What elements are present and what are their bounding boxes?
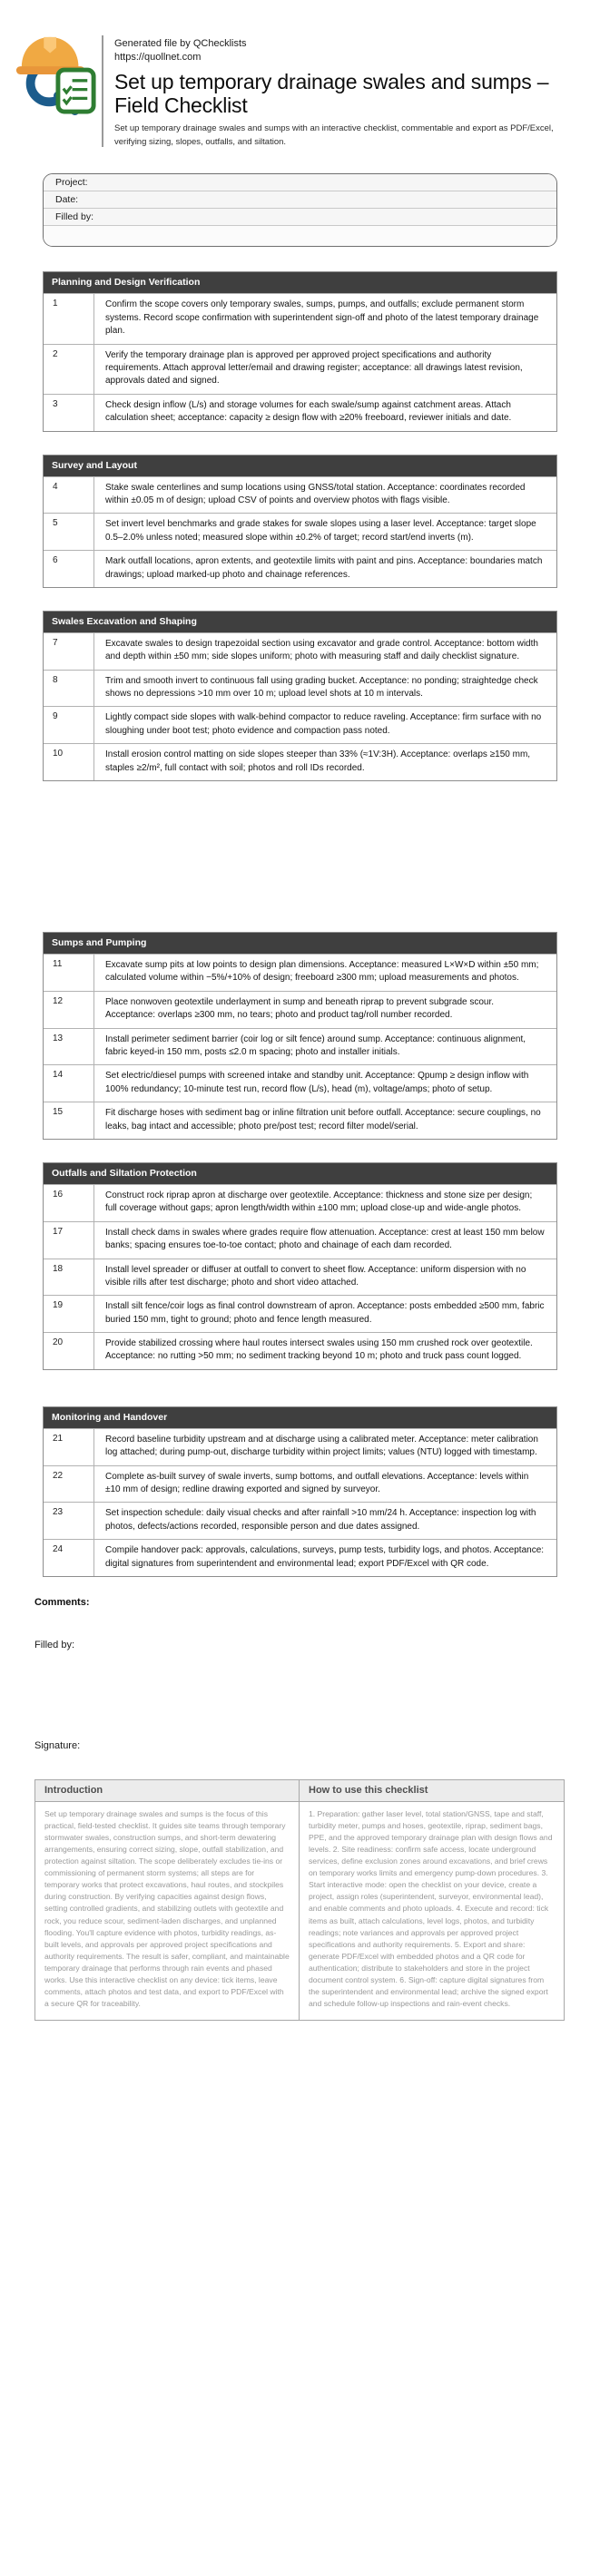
item-number: 19: [44, 1296, 94, 1332]
item-text: Excavate sump pits at low points to design plan dimensions. Acceptance: measured L×W×D within ±50 mm; calculated volume within −5%/+10% of design; freeboard ≥300 mm; upload measurements and photos.: [105, 960, 539, 984]
table-row: [44, 394, 556, 431]
item-number: 9: [44, 707, 94, 743]
meta-row-filled-by: [44, 209, 556, 226]
item-text: Excavate swales to design trapezoidal section using excavator and grade control. Acceptance: bottom width and depth within ±50 mm; side slopes uniform; photo with measuring staff and daily checklist signature.: [105, 638, 538, 662]
item-text: Lightly compact side slopes with walk-behind compactor to reduce raveling. Acceptance: firm surface with no sloughing under boot test; photo evidence and compaction pass noted.: [105, 712, 542, 736]
table-row: [44, 991, 556, 1028]
table-row: [44, 632, 556, 670]
table-row: [44, 1428, 556, 1465]
item-number: 17: [44, 1222, 94, 1259]
generated-by-line: Generated file by QChecklists: [114, 38, 247, 49]
filled-by-signoff-label: Filled by:: [34, 1639, 75, 1650]
item-text: Verify the temporary drainage plan is approved per approved project specifications and authority requirements. Attach approval letter/email and drawing register; acceptance: all drawings latest revision, approvals dated and signed.: [105, 349, 523, 387]
item-number: 5: [44, 514, 94, 550]
table-row: [44, 1539, 556, 1576]
item-number: 8: [44, 671, 94, 707]
item-number: 18: [44, 1259, 94, 1296]
checklist-section: [43, 932, 557, 1140]
clipboard-icon: [58, 70, 93, 112]
item-text: Confirm the scope covers only temporary swales, sumps, pumps, and outfalls; exclude permanent storm systems. Record scope confirmation with superintendent sign-off and photo of the latest temporary drainage plan.: [105, 299, 539, 337]
item-text: Set invert level benchmarks and grade stakes for swale slopes using a laser level. Acceptance: target slope 0.5–2.0% unless noted; measured slope within ±0.2% of target; record start/end inverts (m).: [105, 519, 536, 543]
item-text: Complete as-built survey of swale inverts, sump bottoms, and outfall elevations. Acceptance: levels within ±10 mm of design; redline drawing exported and signed by surveyor.: [105, 1471, 529, 1495]
site-url: https://quollnet.com: [114, 51, 202, 63]
sections: [43, 271, 557, 1577]
meta-box: [43, 173, 557, 247]
item-text: Fit discharge hoses with sediment bag or inline filtration unit before outfall. Acceptance: secure couplings, no leaks, bag intact and accessible; photo pre/post test; record filter model/serial.: [105, 1108, 541, 1131]
item-text: Trim and smooth invert to continuous fall using grading bucket. Acceptance: no ponding; straightedge check shows no depressions >10 mm over 10 m; upload level shots at 10 m intervals.: [105, 675, 538, 700]
table-row: [44, 670, 556, 707]
footer-howto-text: 1. Preparation: gather laser level, total station/GNSS, tape and staff, turbidity meter, pumps and hoses, geotextile, riprap, sediment bags, PPE, and the approved temporary drainage plan with design flows and levels. 2. Site readiness: confirm safe access, locate underground services, define exclusion zones around excavations, and brief crews on temporary works limits and emergency pump-down procedures. 3. Start interactive mode: open the checklist on your device, create a project, assign roles (superintendent, surveyor, environmental lead), and enable comments and photo uploads. 4. Execute and record: tick items as built, attach calculations, level logs, photos, and turbidity readings; note variances and approvals per approved project specifications and authority requirements. 5. Export and share: generate PDF/Excel with embedded photos and a QR code for authentication; distribute to stakeholders and store in the project document control system. 6. Sign-off: capture digital signatures from the superintendent and environmental lead; archive the signed export and schedule follow-up inspections and rain-event checks.: [309, 1808, 553, 2008]
item-number: 13: [44, 1029, 94, 1065]
item-number: 3: [44, 395, 94, 431]
item-number: 4: [44, 477, 94, 514]
checklist-section: [43, 1162, 557, 1370]
section-title: Planning and Design Verification: [44, 272, 556, 293]
item-number: 6: [44, 551, 94, 587]
item-text: Set electric/diesel pumps with screened intake and standby unit. Acceptance: Qpump ≥ design inflow with 100% redundancy; 10-minute test run, record flow (L/s), head (m), voltage/amps; photo of setup.: [105, 1071, 529, 1094]
table-row: [44, 476, 556, 514]
table-row: [44, 1184, 556, 1221]
item-text: Compile handover pack: approvals, calculations, surveys, pump tests, turbidity logs, and photos. Acceptance: digital signatures from superintendent and environmental lead; export PDF/Excel with QR code.: [105, 1545, 545, 1569]
checklist-section: [43, 611, 557, 781]
item-number: 7: [44, 633, 94, 670]
table-row: [44, 1064, 556, 1102]
item-text: Stake swale centerlines and sump locations using GNSS/total station. Acceptance: coordinates recorded within ±0.05 m of design; upload CSV of points and overview photos with flags visible.: [105, 482, 526, 505]
meta-row-project: [44, 174, 556, 191]
qchecklists-logo: [11, 30, 100, 115]
table-row: [44, 344, 556, 394]
footer-howto-title: How to use this checklist: [309, 1784, 428, 1796]
comments-label: Comments:: [34, 1596, 90, 1608]
item-text: Mark outfall locations, apron extents, and geotextile limits with paint and pins. Acceptance: boundaries match drawings; upload marked-up photo and chainage references.: [105, 556, 543, 580]
item-text: Set inspection schedule: daily visual checks and after rainfall >10 mm/24 h. Acceptance: inspection log with photos, defects/actions recorded, responsible person and due dates assigned.: [105, 1508, 536, 1532]
table-row: [44, 1465, 556, 1503]
table-row: [44, 1502, 556, 1539]
project-label: Project:: [55, 177, 88, 189]
header-divider: [102, 35, 103, 147]
item-text: Check design inflow (L/s) and storage volumes for each swale/sump against catchment areas. Attach calculation sheet; acceptance: capacity ≥ design flow with ≥20% freeboard, reviewer initials and date.: [105, 399, 512, 424]
item-text: Install check dams in swales where grades require flow attenuation. Acceptance: crest at least 150 mm below banks; spacing ensures toe-to-toe contact; photo and chainage of each dam recorded.: [105, 1227, 545, 1251]
item-number: 12: [44, 992, 94, 1028]
footer-intro-title: Introduction: [35, 1780, 300, 1801]
item-text: Install level spreader or diffuser at outfall to convert to sheet flow. Acceptance: uniform dispersion with no visible rills after test discharge; photo and short video attached.: [105, 1264, 526, 1288]
table-row: [44, 550, 556, 587]
document-page: [0, 30, 600, 2021]
checklist-section: [43, 271, 557, 431]
item-text: Provide stabilized crossing where haul routes intersect swales using 150 mm crushed rock over geotextile. Acceptance: no rutting >50 mm; no sediment tracking beyond 10 m; photo and truck pass count logged.: [105, 1338, 533, 1362]
footer-info-table: [34, 1779, 565, 2021]
table-row: [44, 1102, 556, 1139]
item-text: Construct rock riprap apron at discharge over geotextile. Acceptance: thickness and stone size per design; full coverage without gaps; apron length/width within ±100 mm; upload close-up and wide-angle photos.: [105, 1190, 533, 1214]
item-number: 1: [44, 294, 94, 343]
section-title: Sumps and Pumping: [44, 933, 556, 954]
section-title: Swales Excavation and Shaping: [44, 612, 556, 632]
table-row: [44, 954, 556, 991]
document-header: [11, 30, 566, 149]
signature-label: Signature:: [34, 1739, 81, 1751]
table-row: [44, 1028, 556, 1065]
table-row: [44, 1221, 556, 1259]
item-text: Place nonwoven geotextile underlayment in sump and beneath riprap to prevent subgrade scour. Acceptance: overlaps ≥300 mm, no tears; photo and product tag/roll number recorded.: [105, 996, 495, 1021]
item-text: Install silt fence/coir logs as final control downstream of apron. Acceptance: posts embedded ≥500 mm, fabric buried 150 mm, tight to ground; photo and fence length measured.: [105, 1301, 545, 1325]
table-row: [44, 293, 556, 343]
section-title: Survey and Layout: [44, 455, 556, 476]
item-number: 10: [44, 744, 94, 780]
item-text: Install perimeter sediment barrier (coir log or silt fence) around sump. Acceptance: continuous alignment, fabric keyed-in 150 mm, posts ≤2.0 m spacing; photo and installer initials.: [105, 1033, 526, 1057]
checklist-section: [43, 455, 557, 588]
meta-row-empty: [44, 226, 556, 246]
item-number: 14: [44, 1065, 94, 1102]
table-row: [44, 743, 556, 780]
table-row: [44, 1332, 556, 1369]
item-number: 24: [44, 1540, 94, 1576]
table-row: [44, 1259, 556, 1296]
section-title: Outfalls and Siltation Protection: [44, 1163, 556, 1184]
item-number: 15: [44, 1102, 94, 1139]
footer-intro-text: Set up temporary drainage swales and sumps is the focus of this practical, field-tested checklist. It guides site teams through temporary stormwater swales, construction sumps, and short-term dewatering arrangements, ensuring correct sizing, slope, outfall stabilization, and protection against siltation. The scope deliberately excludes tie-ins or commissioning of permanent storm systems; all steps are for temporary works that protect excavations, haul routes, and stockpiles during construction. By verifying capacities against design flows, setting controlled gradients, and stabilizing outlets with geotextile and rock, you reduce scour, sediment-laden discharges, and unplanned flooding. You'll capture evidence with photos, turbidity readings, as-built levels, and approvals per approved project specifications and authority requirements. The result is safer, compliant, and maintainable temporary drainage that performs through rain events and phased works. Use this interactive checklist on any device: tick items, leave comments, attach photos and test data, and export to PDF/Excel with a secure QR for traceability.: [35, 1802, 300, 2020]
table-row: [44, 706, 556, 743]
meta-row-date: [44, 191, 556, 209]
page-title: Set up temporary drainage swales and sumps – Field Checklist: [114, 70, 549, 118]
table-row: [44, 1295, 556, 1332]
item-number: 16: [44, 1185, 94, 1221]
item-number: 11: [44, 955, 94, 991]
item-text: Record baseline turbidity upstream and at discharge using a calibrated meter. Acceptance: meter calibration log attached; during pump-out, discharge turbidity within project limits; values (NTU) logged with timestamp.: [105, 1434, 538, 1458]
table-row: [44, 513, 556, 550]
item-number: 23: [44, 1503, 94, 1539]
date-label: Date:: [55, 194, 79, 206]
checklist-section: [43, 1406, 557, 1577]
section-title: Monitoring and Handover: [44, 1407, 556, 1428]
item-number: 21: [44, 1429, 94, 1465]
item-text: Install erosion control matting on side slopes steeper than 33% (≈1V:3H). Acceptance: overlaps ≥150 mm, staples ≥2/m², full contact with soil; photos and roll IDs recorded.: [105, 749, 531, 773]
item-number: 22: [44, 1466, 94, 1503]
filled-by-label: Filled by:: [55, 211, 94, 223]
item-number: 20: [44, 1333, 94, 1369]
page-subtitle: Set up temporary drainage swales and sumps with an interactive checklist, commentable and export as PDF/Excel, verifying sizing, slopes, outfalls, and siltation.: [114, 123, 554, 147]
item-number: 2: [44, 345, 94, 394]
